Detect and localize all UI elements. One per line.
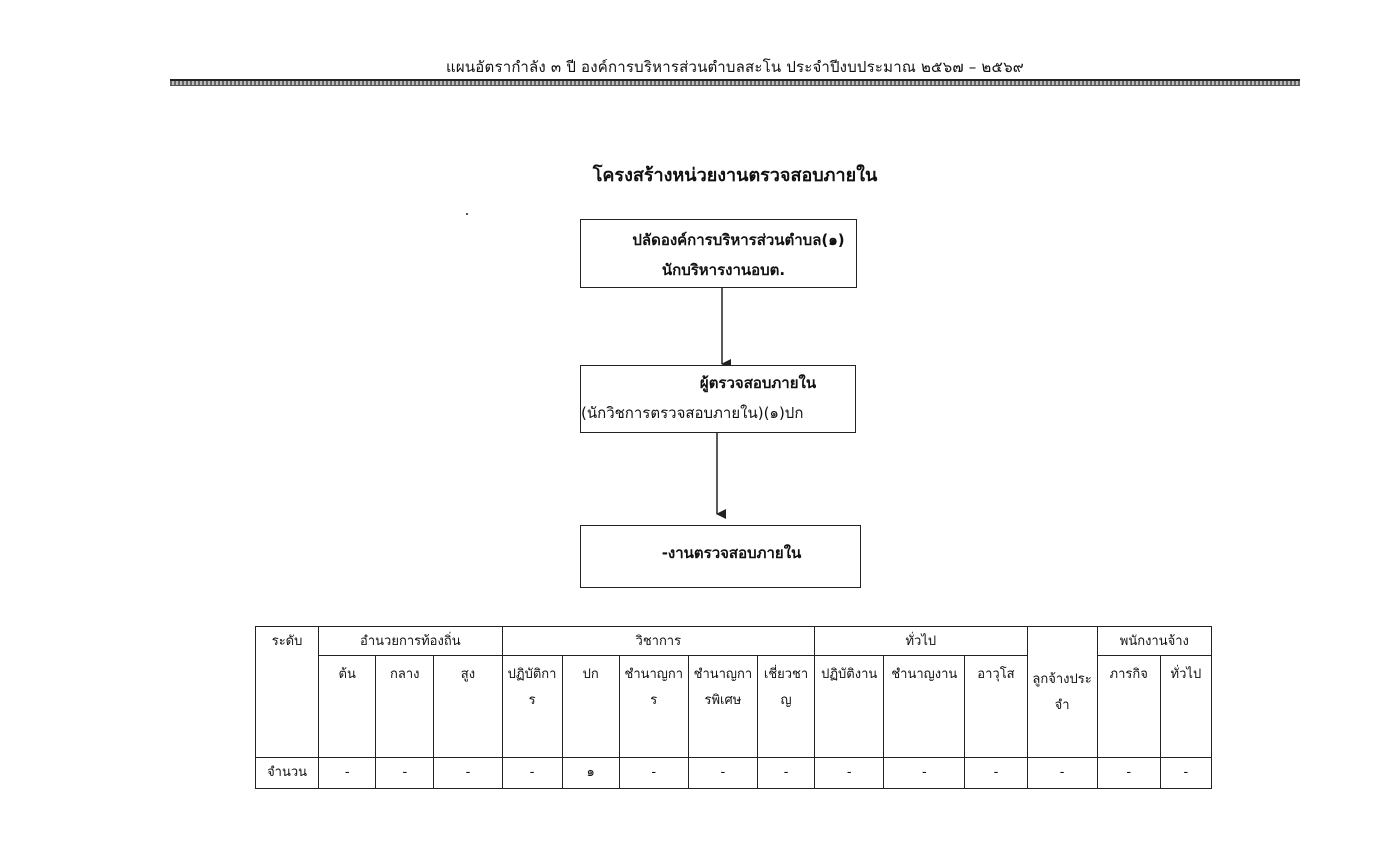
- subheader-cell: เชี่ยวชาญ: [757, 656, 814, 758]
- subheader-cell: ปก: [562, 656, 619, 758]
- chart-title: โครงสร้างหน่วยงานตรวจสอบภายใน: [592, 165, 878, 186]
- org-box-internal-auditor: [580, 365, 856, 433]
- table-count-row: [256, 758, 1212, 789]
- org-box-chief-administrator: [580, 219, 857, 288]
- table-header-row: [256, 627, 1212, 656]
- org-box-line: ปลัดองค์การบริหารส่วนตำบล(๑): [632, 231, 845, 249]
- count-cell: ๑: [562, 758, 619, 789]
- group-local-admin: อำนวยการท้องถิ่น: [319, 627, 502, 656]
- document-header: แผนอัตรากำลัง ๓ ปี องค์การบริหารส่วนตำบลสะโน ประจำปีงบประมาณ ๒๕๖๗ – ๒๕๖๙: [446, 58, 1024, 76]
- org-box-line: (นักวิชการตรวจสอบภายใน)(๑)ปก: [581, 404, 804, 422]
- org-box-line: -งานตรวจสอบภายใน: [661, 544, 802, 562]
- count-cell: -: [619, 758, 688, 789]
- staffing-table: [255, 626, 1212, 789]
- org-box-internal-audit-unit: [580, 525, 861, 588]
- count-cell: -: [1160, 758, 1211, 789]
- subheader-cell: ชำนาญการ: [619, 656, 688, 758]
- count-cell: -: [1097, 758, 1160, 789]
- subheader-cell: ทั่วไป: [1160, 656, 1211, 758]
- group-academic: วิชาการ: [502, 627, 815, 656]
- subheader-cell: ปฏิบัติการ: [502, 656, 562, 758]
- org-box-line: ผู้ตรวจสอบภายใน: [699, 374, 817, 392]
- subheader-cell: ต้น: [319, 656, 376, 758]
- count-cell: -: [434, 758, 502, 789]
- subheader-cell: สูง: [434, 656, 502, 758]
- org-box-line: นักบริหารงานอบต.: [661, 261, 786, 279]
- count-cell: -: [884, 758, 965, 789]
- subheader-cell: ปฏิบัติงาน: [815, 656, 884, 758]
- count-cell: -: [965, 758, 1027, 789]
- subheader-cell: ภารกิจ: [1097, 656, 1160, 758]
- count-cell: -: [815, 758, 884, 789]
- group-contract-staff: พนักงานจ้าง: [1097, 627, 1211, 656]
- count-cell: -: [1027, 758, 1097, 789]
- subheader-cell: ชำนาญการพิเศษ: [688, 656, 757, 758]
- subheader-cell: อาวุโส: [965, 656, 1027, 758]
- subheader-cell: กลาง: [376, 656, 434, 758]
- count-cell: -: [688, 758, 757, 789]
- group-permanent-employee: ลูกจ้างประจำ: [1027, 627, 1097, 758]
- subheader-cell: ชำนาญงาน: [884, 656, 965, 758]
- count-cell: -: [757, 758, 814, 789]
- level-header: ระดับ: [256, 627, 319, 758]
- count-cell: -: [376, 758, 434, 789]
- count-cell: -: [319, 758, 376, 789]
- count-cell: -: [502, 758, 562, 789]
- group-general: ทั่วไป: [815, 627, 1027, 656]
- count-label: จำนวน: [256, 758, 319, 789]
